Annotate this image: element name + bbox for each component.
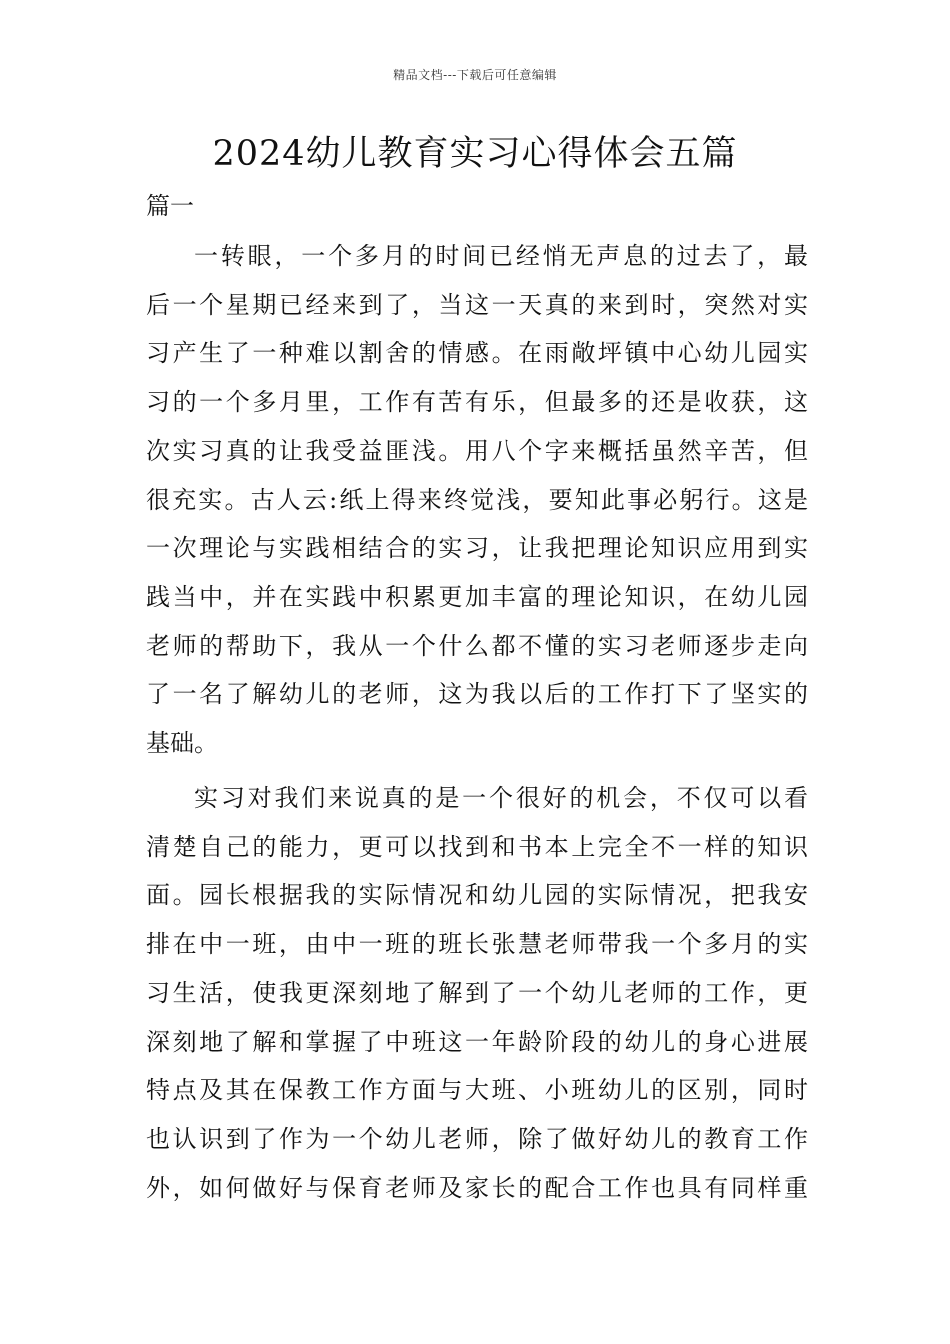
paragraph-line: 深刻地了解和掌握了中班这一年龄阶段的幼儿的身心进展 [146, 1027, 808, 1056]
paragraph-line: 面。园长根据我的实际情况和幼儿园的实际情况，把我安 [146, 881, 808, 910]
paragraph-line: 排在中一班，由中一班的班长张慧老师带我一个多月的实 [146, 930, 808, 959]
paragraph-line: 基础。 [146, 729, 218, 758]
paragraph-line: 很充实。古人云:纸上得来终觉浅，要知此事必躬行。这是 [146, 485, 808, 514]
page-header-watermark: 精品文档---下载后可任意编辑 [393, 68, 557, 82]
paragraph-line: 后一个星期已经来到了，当这一天真的来到时，突然对实 [146, 290, 808, 319]
paragraph-line: 实习对我们来说真的是一个很好的机会，不仅可以看 [194, 784, 808, 812]
paragraph-2 [146, 774, 808, 1212]
paragraph-line: 了一名了解幼儿的老师，这为我以后的工作打下了坚实的 [146, 680, 808, 709]
paragraph-line: 习的一个多月里，工作有苦有乐，但最多的还是收获，这 [146, 388, 808, 417]
paragraph-1 [146, 232, 808, 768]
paragraph-line: 外，如何做好与保育老师及家长的配合工作也具有同样重 [146, 1173, 808, 1202]
paragraph-line: 践当中，并在实践中积累更加丰富的理论知识，在幼儿园 [146, 582, 808, 611]
paragraph-line: 特点及其在保教工作方面与大班、小班幼儿的区别，同时 [146, 1076, 808, 1105]
paragraph-line: 次实习真的让我受益匪浅。用八个字来概括虽然辛苦，但 [146, 436, 808, 465]
paragraph-line: 一次理论与实践相结合的实习，让我把理论知识应用到实 [146, 534, 808, 563]
paragraph-line: 习产生了一种难以割舍的情感。在雨敞坪镇中心幼儿园实 [146, 339, 808, 368]
paragraph-line: 也认识到了作为一个幼儿老师，除了做好幼儿的教育工作 [146, 1124, 808, 1153]
paragraph-line: 习生活，使我更深刻地了解到了一个幼儿老师的工作，更 [146, 978, 808, 1007]
section-heading: 篇一 [146, 192, 194, 220]
paragraph-line: 清楚自己的能力，更可以找到和书本上完全不一样的知识 [146, 832, 808, 861]
paragraph-line: 一转眼，一个多月的时间已经悄无声息的过去了，最 [194, 242, 808, 270]
paragraph-line: 老师的帮助下，我从一个什么都不懂的实习老师逐步走向 [146, 631, 808, 660]
document-title: 2024幼儿教育实习心得体会五篇 [212, 134, 738, 174]
